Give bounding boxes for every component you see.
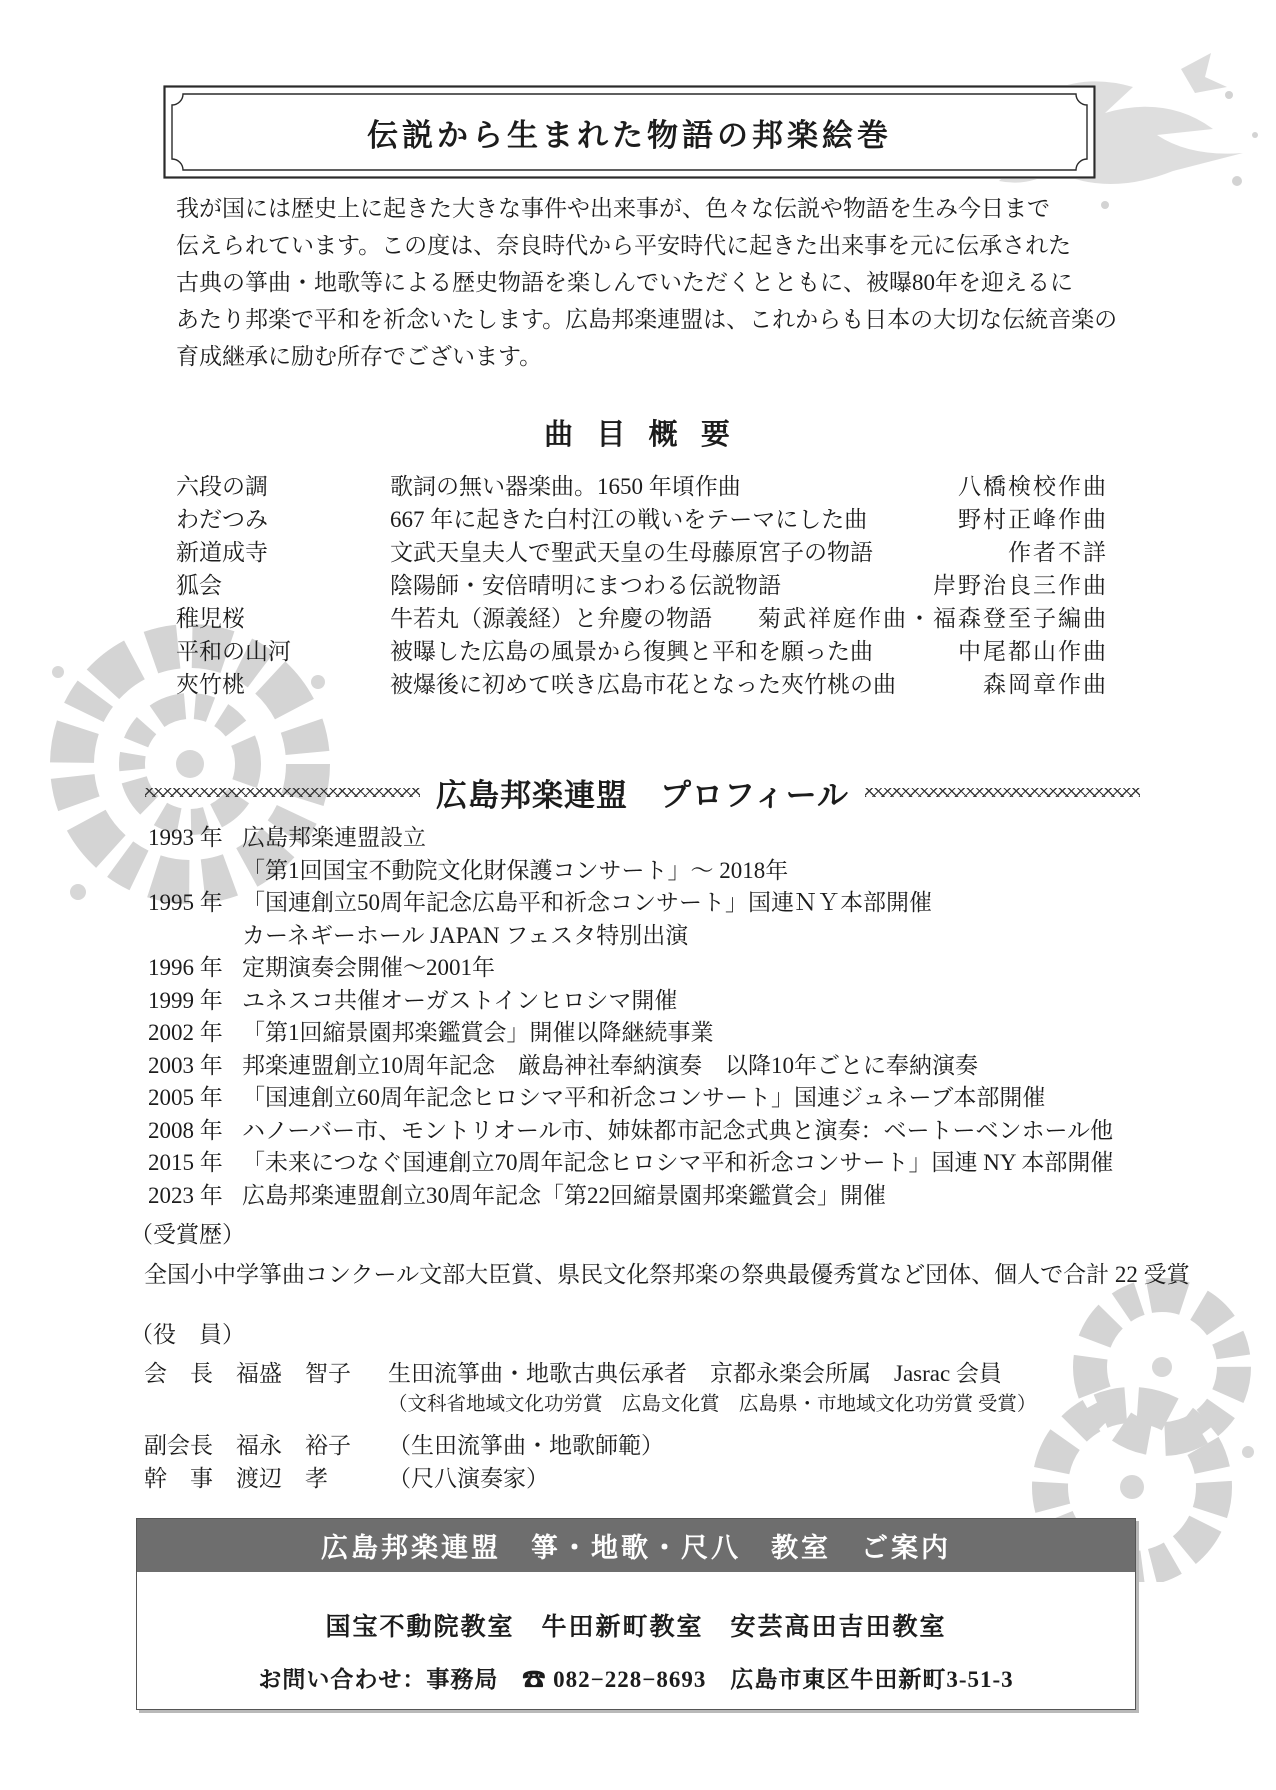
timeline-row: [148, 1017, 1228, 1050]
awards-text: 全国小中学箏曲コンクール文部大臣賞、県民文化祭邦楽の祭典最優秀賞など団体、個人で合計 22 受賞: [144, 1262, 1190, 1287]
officers-label: （役 員）: [130, 1322, 245, 1347]
officer-row: [130, 1429, 1210, 1462]
title-box: [163, 85, 1096, 179]
timeline-row: [148, 1082, 1228, 1115]
timeline-year: 2003 年: [148, 1052, 223, 1078]
timeline-row: [148, 887, 1228, 920]
awards-section: [130, 1218, 1240, 1292]
intro-line: 伝えられています。この度は、奈良時代から平安時代に起きた出来事を元に伝承された: [176, 233, 1072, 258]
program-table: [176, 470, 1108, 701]
timeline-year: [148, 855, 222, 888]
officer-name: 渡辺 孝: [236, 1466, 328, 1491]
timeline-year: 2023 年: [148, 1182, 223, 1208]
piece-composer: 野村正峰作曲: [958, 507, 1108, 532]
timeline-year: 2002 年: [148, 1020, 223, 1045]
piece-title: 平和の山河: [176, 639, 291, 664]
timeline-year: 2015 年: [148, 1150, 223, 1175]
piece-title: わだつみ: [176, 507, 268, 532]
officer-subnote: （文科省地域文化功労賞 広島文化賞 広島県・市地域文化功労賞 受賞）: [388, 1394, 1037, 1415]
program-heading: 曲 目 概 要: [544, 419, 738, 451]
piece-description: 被爆後に初めて咲き広島市花となった夾竹桃の曲: [390, 672, 896, 697]
timeline-text: ユネスコ共催オーガストインヒロシマ開催: [242, 987, 678, 1013]
timeline: [148, 822, 1228, 1212]
officer-role: 幹 事: [144, 1466, 213, 1491]
piece-composer: 岸野治良三作曲: [933, 573, 1108, 598]
classes-info-box: [136, 1518, 1136, 1710]
timeline-year: 2008 年: [148, 1117, 223, 1143]
piece-title: 六段の調: [176, 474, 268, 499]
timeline-text: 邦楽連盟創立10周年記念 厳島神社奉納演奏 以降10年ごとに奉納演奏: [242, 1052, 978, 1078]
classroom-list: 国宝不動院教室 牛田新町教室 安芸高田吉田教室: [325, 1614, 947, 1641]
piece-composer: 菊武祥庭作曲・福森登至子編曲: [758, 606, 1108, 631]
profile-heading: 広島邦楽連盟 プロフィール: [436, 778, 849, 813]
piece-composer: 森岡章作曲: [983, 672, 1108, 697]
program-row: [176, 470, 1108, 503]
page-title: 伝説から生まれた物語の邦楽絵巻: [367, 117, 892, 153]
intro-line: あたり邦楽で平和を祈念いたします。広島邦楽連盟は、これからも日本の大切な伝統音楽の: [176, 307, 1118, 332]
piece-title: 狐会: [176, 573, 222, 598]
chain-rule-left: [145, 788, 420, 797]
timeline-row: [148, 1147, 1228, 1180]
officer-name: 福永 裕子: [236, 1433, 351, 1458]
piece-description: 陰陽師・安倍晴明にまつわる伝説物語: [390, 573, 781, 598]
program-row: [176, 602, 1108, 635]
timeline-row: [148, 920, 1228, 953]
program-row: [176, 503, 1108, 536]
timeline-text: 定期演奏会開催〜2001年: [242, 955, 495, 980]
timeline-row: [148, 855, 1228, 888]
profile-heading-row: [145, 770, 1140, 815]
piece-composer: 中尾都山作曲: [958, 639, 1108, 664]
timeline-text: 「第1回国宝不動院文化財保護コンサート」〜 2018年: [242, 857, 789, 883]
timeline-row: [148, 1050, 1228, 1083]
piece-title: 稚児桜: [176, 606, 245, 631]
timeline-year: 2005 年: [148, 1085, 223, 1110]
program-row: [176, 569, 1108, 602]
timeline-year: [148, 920, 222, 953]
timeline-row: [148, 822, 1228, 855]
awards-label: （受賞歴）: [130, 1222, 245, 1247]
intro-paragraph: [176, 190, 1166, 375]
timeline-year: 1996 年: [148, 955, 223, 980]
officer-role: 会 長: [144, 1361, 213, 1386]
officer-role: 副会長: [144, 1433, 213, 1458]
program-row: [176, 668, 1108, 701]
timeline-text: 「国連創立60周年記念ヒロシマ平和祈念コンサート」国連ジュネーブ本部開催: [242, 1085, 1046, 1110]
timeline-row: [148, 1115, 1228, 1148]
officer-name: 福盛 智子: [236, 1361, 351, 1386]
piece-description: 文武天皇夫人で聖武天皇の生母藤原宮子の物語: [390, 540, 873, 565]
officers-section: [130, 1318, 1210, 1495]
classes-info-header: 広島邦楽連盟 箏・地歌・尺八 教室 ご案内: [137, 1519, 1135, 1572]
piece-description: 歌詞の無い器楽曲。1650 年頃作曲: [390, 474, 741, 499]
timeline-row: [148, 952, 1228, 985]
timeline-row: [148, 1180, 1228, 1213]
officer-note: （尺八演奏家）: [388, 1466, 549, 1491]
timeline-year: 1999 年: [148, 987, 223, 1013]
program-row: [176, 635, 1108, 668]
timeline-year: 1993 年: [148, 825, 223, 850]
timeline-text: 広島邦楽連盟設立: [242, 825, 426, 850]
piece-composer: 作者不詳: [1008, 540, 1108, 565]
intro-line: 育成継承に励む所存でございます。: [176, 344, 543, 369]
timeline-text: 「未来につなぐ国連創立70周年記念ヒロシマ平和祈念コンサート」国連 NY 本部開催: [242, 1150, 1114, 1175]
timeline-row: [148, 985, 1228, 1018]
piece-title: 新道成寺: [176, 540, 268, 565]
timeline-text: 「国連創立50周年記念広島平和祈念コンサート」国連ＮＹ本部開催: [242, 890, 932, 915]
program-row: [176, 536, 1108, 569]
officer-note: （生田流箏曲・地歌師範）: [388, 1433, 664, 1458]
piece-description: 667 年に起きた白村江の戦いをテーマにした曲: [390, 507, 868, 532]
piece-description: 牛若丸（源義経）と弁慶の物語: [390, 606, 712, 631]
piece-description: 被曝した広島の風景から復興と平和を願った曲: [390, 639, 873, 664]
timeline-text: ハノーバー市、モントリオール市、姉妹都市記念式典と演奏：ベートーベンホール他: [242, 1117, 1114, 1143]
timeline-text: 「第1回縮景園邦楽鑑賞会」開催以降継続事業: [242, 1020, 714, 1045]
piece-composer: 八橋検校作曲: [958, 474, 1108, 499]
officer-row: [130, 1357, 1210, 1390]
intro-line: 古典の箏曲・地歌等による歴史物語を楽しんでいただくとともに、被曝80年を迎えるに: [176, 270, 1073, 295]
timeline-year: 1995 年: [148, 890, 223, 915]
officer-row: [130, 1462, 1210, 1495]
contact-info: お問い合わせ：事務局 ☎ 082−228−8693 広島市東区牛田新町3-51-3: [258, 1667, 1014, 1692]
timeline-text: 広島邦楽連盟創立30周年記念「第22回縮景園邦楽鑑賞会」開催: [242, 1182, 886, 1208]
timeline-text: カーネギーホール JAPAN フェスタ特別出演: [242, 922, 689, 948]
chain-rule-right: [865, 788, 1140, 797]
intro-line: 我が国には歴史上に起きた大きな事件や出来事が、色々な伝説や物語を生み今日まで: [176, 196, 1050, 221]
officer-note: 生田流箏曲・地歌古典伝承者 京都永楽会所属 Jasrac 会員: [388, 1361, 1002, 1386]
piece-title: 夾竹桃: [176, 672, 245, 697]
